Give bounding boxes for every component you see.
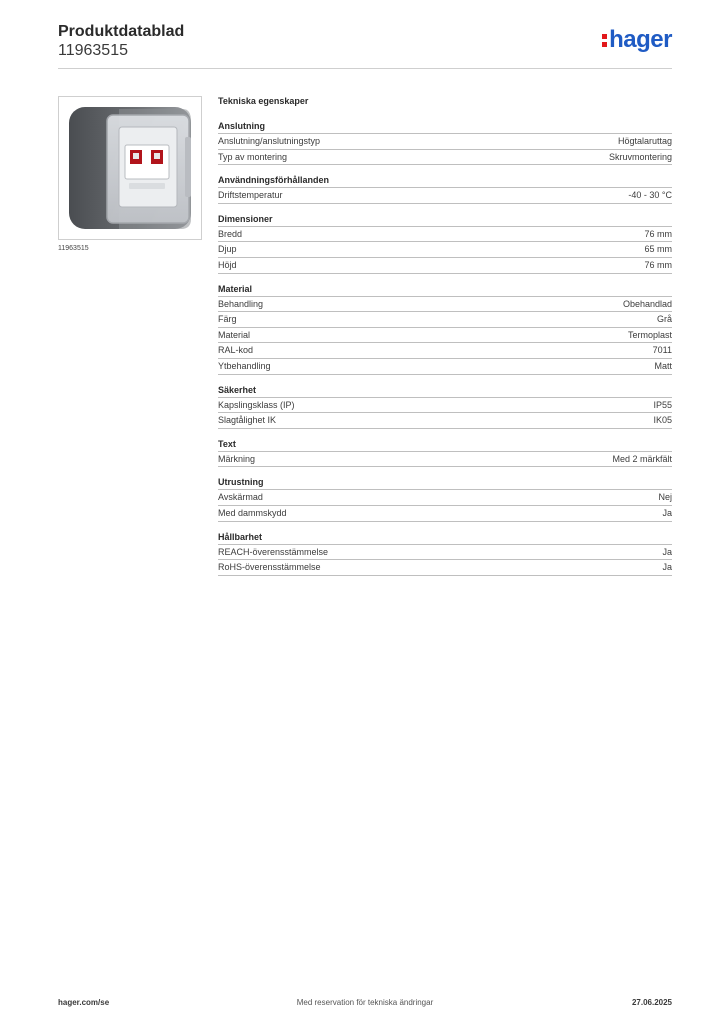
spec-value: Nej: [658, 492, 672, 503]
spec-section: [218, 477, 672, 521]
section-title: Anslutning: [218, 121, 672, 134]
spec-value: 76 mm: [644, 259, 672, 270]
product-photo-icon: [59, 97, 201, 239]
spec-label: Material: [218, 329, 251, 340]
spec-row: [218, 188, 672, 204]
section-title: Säkerhet: [218, 385, 672, 398]
spec-label: Färg: [218, 314, 237, 325]
spec-label: Typ av montering: [218, 151, 288, 162]
product-image: [58, 96, 202, 240]
spec-value: Grå: [656, 314, 672, 325]
spec-row: [218, 506, 672, 522]
spec-section: [218, 175, 672, 204]
spec-section: [218, 532, 672, 576]
spec-label: Behandling: [218, 298, 264, 309]
spec-row: [218, 242, 672, 258]
spec-value: Ja: [662, 562, 672, 573]
spec-value: Med 2 märkfält: [612, 453, 672, 464]
spec-value: 65 mm: [644, 244, 672, 255]
spec-label: Avskärmad: [218, 492, 263, 503]
logo-dots-icon: [602, 31, 607, 47]
spec-row: [218, 413, 672, 429]
section-title: Dimensioner: [218, 214, 672, 227]
spec-row: [218, 398, 672, 414]
spec-row: [218, 312, 672, 328]
logo-text: hager: [609, 26, 672, 53]
document-title: Produktdatablad: [58, 23, 185, 40]
spec-label: Märkning: [218, 453, 256, 464]
spec-row: [218, 452, 672, 468]
spec-label: REACH-överensstämmelse: [218, 546, 329, 557]
spec-row: [218, 328, 672, 344]
spec-label: Slagtålighet IK: [218, 415, 277, 426]
footer-website[interactable]: hager.com/se: [58, 998, 110, 1007]
spec-value: IK05: [653, 415, 672, 426]
spec-label: Driftstemperatur: [218, 190, 283, 201]
spec-section: [218, 214, 672, 274]
specs-title: Tekniska egenskaper: [218, 96, 309, 106]
spec-label: Kapslingsklass (IP): [218, 399, 295, 410]
section-title: Användningsförhållanden: [218, 175, 672, 188]
image-caption: 11963515: [58, 245, 89, 252]
spec-row: [218, 258, 672, 274]
spec-label: RoHS-överensstämmelse: [218, 562, 321, 573]
spec-value: Ja: [662, 546, 672, 557]
spec-value: Termoplast: [627, 329, 672, 340]
spec-row: [218, 490, 672, 506]
spec-label: RAL-kod: [218, 345, 254, 356]
spec-value: Ja: [662, 507, 672, 518]
spec-row: [218, 545, 672, 561]
spec-row: [218, 227, 672, 243]
section-title: Text: [218, 439, 672, 452]
spec-label: Anslutning/anslutningstyp: [218, 136, 321, 146]
spec-section: [218, 385, 672, 429]
footer-date: 27.06.2025: [631, 998, 672, 1007]
spec-value: Matt: [654, 360, 672, 371]
spec-row: [218, 359, 672, 375]
spec-row: [218, 134, 672, 150]
technical-specifications: [218, 96, 672, 586]
spec-row: [218, 150, 672, 166]
spec-value: 7011: [652, 345, 672, 356]
spec-sections: [218, 121, 672, 576]
spec-value: Obehandlad: [622, 298, 672, 309]
spec-value: IP55: [653, 399, 672, 410]
spec-label: Höjd: [218, 259, 237, 270]
spec-label: Med dammskydd: [218, 507, 287, 518]
header-divider: [58, 68, 672, 69]
document-number: 11963515: [58, 42, 128, 59]
spec-row: [218, 560, 672, 576]
hager-logo: [602, 26, 672, 54]
section-title: Material: [218, 284, 672, 297]
spec-row: [218, 297, 672, 313]
spec-value: Skruvmontering: [608, 151, 672, 162]
spec-label: Ytbehandling: [218, 360, 271, 371]
spec-label: Bredd: [218, 228, 243, 239]
page-header: [58, 22, 672, 60]
spec-value: 76 mm: [644, 228, 672, 239]
spec-row: [218, 343, 672, 359]
section-title: Utrustning: [218, 477, 672, 490]
spec-section: [218, 439, 672, 468]
footer-disclaimer: Med reservation för tekniska ändringar: [296, 998, 434, 1007]
section-title: Hållbarhet: [218, 532, 672, 545]
spec-section: [218, 284, 672, 375]
spec-value: Högtalaruttag: [617, 136, 672, 146]
spec-label: Djup: [218, 244, 237, 255]
spec-section: [218, 121, 672, 165]
spec-value: -40 - 30 °C: [628, 190, 672, 201]
